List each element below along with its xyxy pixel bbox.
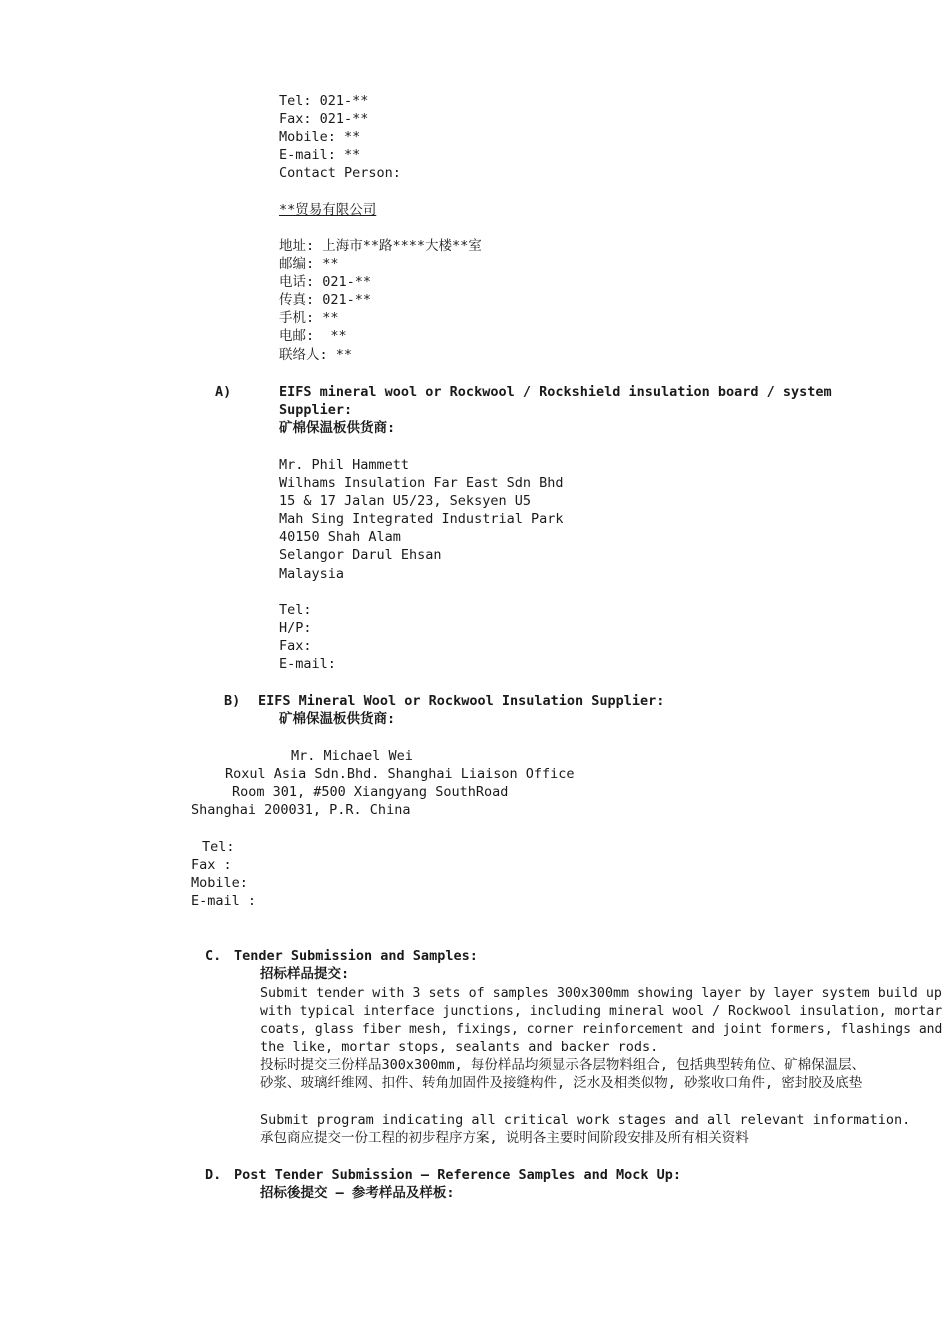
section-b-address-line: Mr. Michael Wei: [291, 748, 413, 764]
contact-person: Contact Person:: [279, 165, 401, 181]
section-b-contact-line: Fax :: [191, 857, 232, 873]
section-a-title: EIFS mineral wool or Rockwool / Rockshield insulation board / system: [279, 384, 832, 400]
section-a-address-line: 15 & 17 Jalan U5/23, Seksyen U5: [279, 493, 531, 509]
company-contact-cn: 联络人: **: [279, 347, 353, 363]
section-a-address-line: Wilhams Insulation Far East Sdn Bhd: [279, 475, 564, 491]
section-b-address-line: Roxul Asia Sdn.Bhd. Shanghai Liaison Office: [225, 766, 575, 782]
section-a-contact-line: H/P:: [279, 620, 312, 636]
company-fax-cn: 传真: 021-**: [279, 292, 372, 308]
section-c-paragraph-line: coats, glass fiber mesh, fixings, corner reinforcement and joint formers, flashings and: [260, 1021, 943, 1037]
section-c-program-line-cn: 承包商应提交一份工程的初步程序方案, 说明各主要时间阶段安排及所有相关资料: [260, 1130, 749, 1146]
section-b-title: EIFS Mineral Wool or Rockwool Insulation Supplier:: [258, 693, 665, 709]
section-c-title: Tender Submission and Samples:: [234, 948, 478, 964]
contact-fax: Fax: 021-**: [279, 111, 369, 127]
section-b-contact-line: E-mail :: [191, 893, 257, 909]
section-a-address-line: Mr. Phil Hammett: [279, 457, 410, 473]
section-b-contact-line: Mobile:: [191, 875, 248, 891]
section-c-program-line: Submit program indicating all critical work stages and all relevant information.: [260, 1112, 911, 1128]
section-c-paragraph-line-cn: 投标时提交三份样品300x300mm, 每份样品均须显示各层物料组合, 包括典型转角位、矿棉保温层、: [260, 1057, 866, 1073]
section-d-title-cn: 招标後提交 – 参考样品及样板:: [260, 1185, 455, 1201]
section-c-paragraph-line: the like, mortar stops, sealants and backer rods.: [260, 1039, 659, 1055]
section-c-paragraph-line: with typical interface junctions, including mineral wool / Rockwool insulation, mortar: [260, 1003, 943, 1019]
section-a-address-line: Mah Sing Integrated Industrial Park: [279, 511, 564, 527]
section-b-contact-line: Tel:: [202, 839, 235, 855]
section-c-title-cn: 招标样品提交:: [260, 966, 350, 982]
contact-tel: Tel: 021-**: [279, 93, 369, 109]
company-phone-cn: 电话: 021-**: [279, 274, 372, 290]
section-d-title: Post Tender Submission – Reference Samples and Mock Up:: [234, 1167, 682, 1183]
section-a-title-2: Supplier:: [279, 402, 353, 418]
section-a-contact-line: Fax:: [279, 638, 312, 654]
section-b-address-line: Shanghai 200031, P.R. China: [191, 802, 411, 818]
section-a-address-line: 40150 Shah Alam: [279, 529, 401, 545]
section-a-address-line: Selangor Darul Ehsan: [279, 547, 442, 563]
section-a-address-line: Malaysia: [279, 566, 345, 582]
section-c-paragraph-line: Submit tender with 3 sets of samples 300x300mm showing layer by layer system build up: [260, 985, 942, 1001]
section-a-title-cn: 矿棉保温板供货商:: [279, 420, 396, 436]
company-name-cn: **贸易有限公司: [279, 202, 377, 218]
company-mobile-cn: 手机: **: [279, 310, 339, 326]
company-email-cn: 电邮: **: [279, 328, 347, 344]
section-a-contact-line: Tel:: [279, 602, 312, 618]
section-b-title-cn: 矿棉保温板供货商:: [279, 711, 396, 727]
section-a-contact-line: E-mail:: [279, 656, 336, 672]
section-c-marker: C.: [205, 948, 222, 964]
section-b-address-line: Room 301, #500 Xiangyang SouthRoad: [232, 784, 509, 800]
section-b-marker: B): [224, 693, 241, 709]
section-d-marker: D.: [205, 1167, 222, 1183]
company-postcode-cn: 邮编: **: [279, 256, 339, 272]
contact-mobile: Mobile: **: [279, 129, 361, 145]
contact-email: E-mail: **: [279, 147, 361, 163]
section-c-paragraph-line-cn: 砂浆、玻璃纤维网、扣件、转角加固件及接缝构件, 泛水及相类似物, 砂浆收口角件, 密封胶及底垫: [260, 1075, 863, 1091]
company-address-cn: 地址: 上海市**路****大楼**室: [279, 238, 482, 254]
section-a-marker: A): [215, 384, 232, 400]
